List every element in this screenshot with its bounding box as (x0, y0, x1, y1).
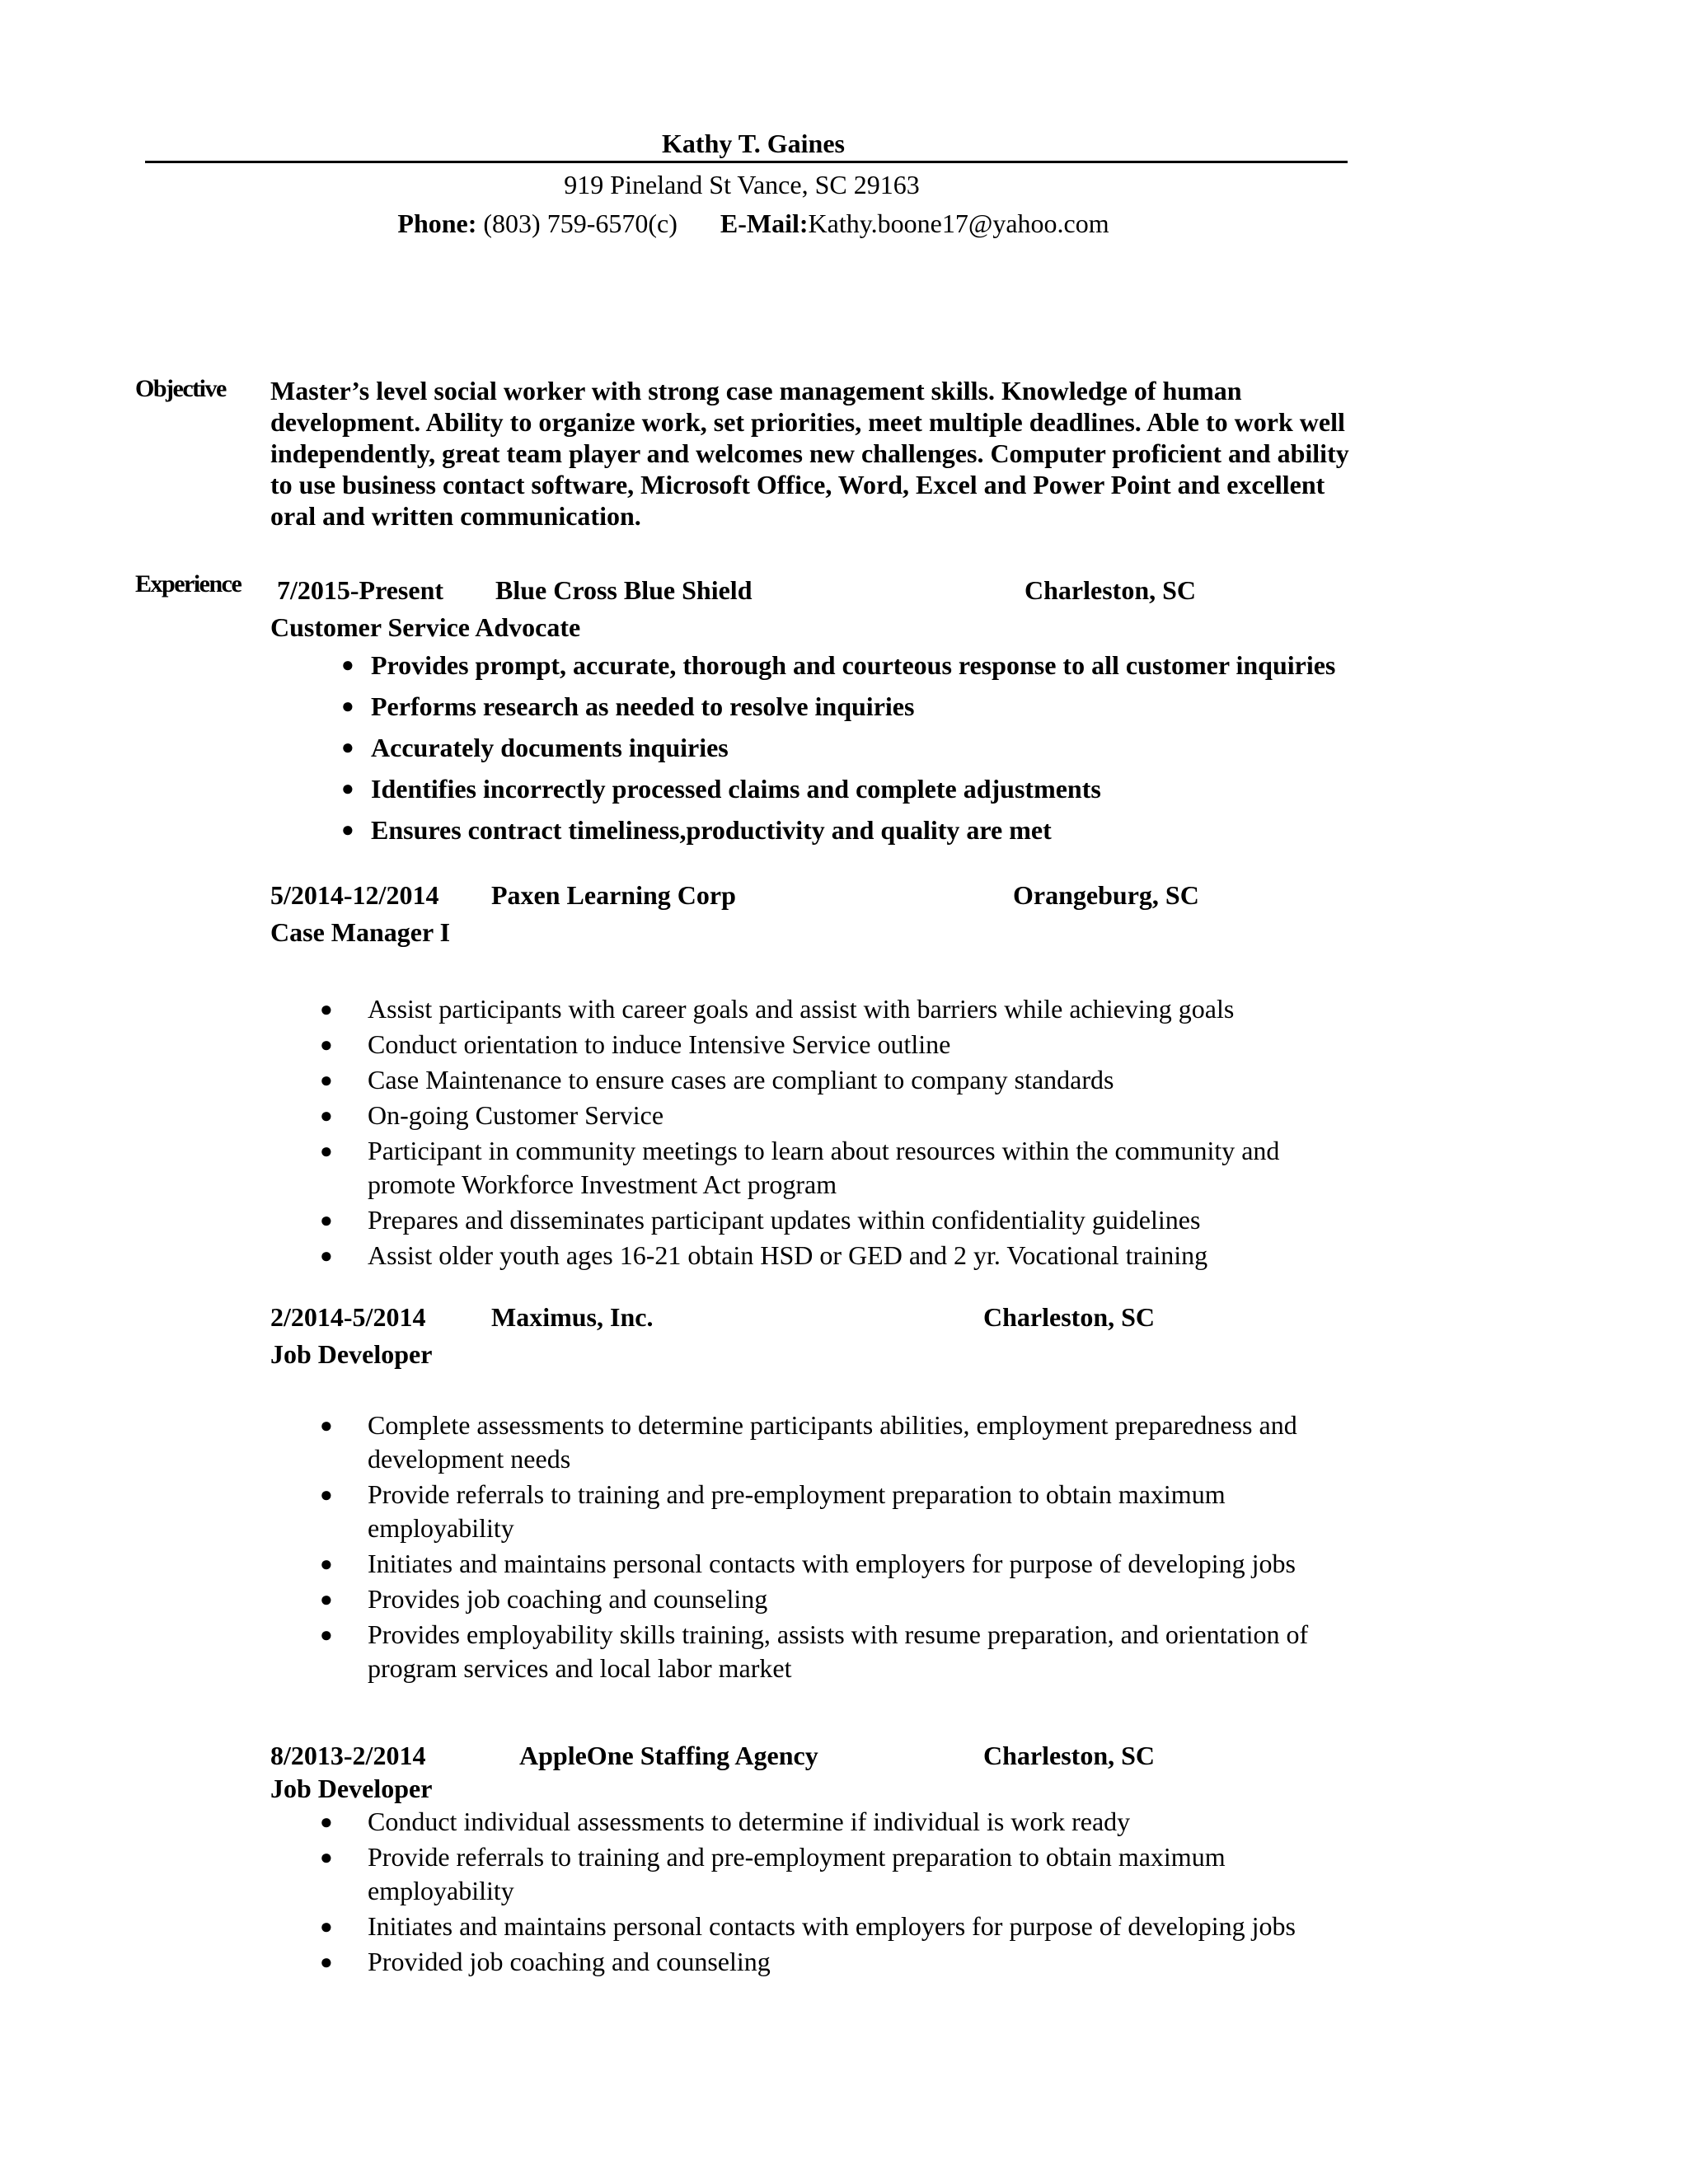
list-item: ● Initiates and maintains personal contacts with employers for purpose of developing jobs (368, 1910, 1439, 1943)
job-title: Job Developer (270, 1774, 433, 1803)
list-item: ● Identifies incorrectly processed claims and complete adjustments (371, 768, 1335, 809)
list-item: ● Provide referrals to training and pre-employment preparation to obtain maximum employability (320, 1842, 1226, 1905)
job-company: Maximus, Inc. (491, 1302, 654, 1332)
list-item: ● Participant in community meetings to learn about resources within the community and promote Workforce Investment Act program (320, 1136, 1280, 1199)
bullet-dot-icon: ● (320, 1483, 333, 1507)
objective-text (270, 375, 1424, 532)
objective-label: Objective (135, 375, 226, 402)
list-item: ● Conduct orientation to induce Intensive Service outline (368, 1028, 1439, 1062)
job-bullets (341, 644, 1336, 851)
bullet-dot-icon: ● (320, 1623, 333, 1647)
job-company: Paxen Learning Corp (491, 880, 736, 910)
bullet-dot-icon: ● (320, 1244, 333, 1268)
job-bullets (320, 1805, 1439, 1980)
job-title: Case Manager I (270, 917, 451, 947)
job-location: Charleston, SC (983, 1302, 1156, 1332)
phone-label: Phone: (397, 209, 477, 238)
job-dates: 7/2015-Present (277, 575, 444, 605)
list-item: ● Performs research as needed to resolve inquiries (371, 686, 1335, 727)
bullet-dot-icon: ● (320, 997, 333, 1021)
job-location: Charleston, SC (1025, 575, 1197, 605)
job-dates: 2/2014-5/2014 (270, 1302, 426, 1332)
job-location: Charleston, SC (983, 1741, 1156, 1770)
job-dates: 8/2013-2/2014 (270, 1741, 426, 1770)
job-company: AppleOne Staffing Agency (519, 1741, 818, 1770)
bullet-dot-icon: ● (341, 653, 354, 677)
bullet-dot-icon: ● (320, 1587, 333, 1611)
bullet-dot-icon: ● (341, 776, 354, 800)
bullet-dot-icon: ● (320, 1552, 333, 1576)
objective-line: Master’s level social worker with strong case management skills. Knowledge of human (270, 376, 1242, 405)
list-item: ● Assist participants with career goals and assist with barriers while achieving goals (368, 992, 1439, 1026)
objective-line: to use business contact software, Microsoft Office, Word, Excel and Power Point and excellent (270, 470, 1325, 499)
bullet-dot-icon: ● (320, 1810, 333, 1834)
bullet-dot-icon: ● (320, 1915, 333, 1938)
bullet-dot-icon: ● (341, 818, 354, 841)
resume-name: Kathy T. Gaines (662, 129, 845, 158)
list-item: ● Provided job coaching and counseling (368, 1945, 1439, 1979)
list-item: ● On-going Customer Service (368, 1099, 1439, 1132)
job-bullets (320, 1408, 1439, 1687)
bullet-dot-icon: ● (320, 1139, 333, 1163)
bullet-dot-icon: ● (320, 1413, 333, 1437)
list-item: ● Complete assessments to determine participants abilities, employment preparedness and development needs (320, 1410, 1297, 1474)
list-item: ● Assist older youth ages 16-21 obtain HSD or GED and 2 yr. Vocational training (368, 1239, 1439, 1272)
header-divider (145, 161, 1348, 163)
list-item: ● Provides employability skills training, assists with resume preparation, and orientation of program services and local labor market (320, 1619, 1309, 1683)
job-location: Orangeburg, SC (1013, 880, 1199, 910)
email-label: E-Mail: (720, 209, 809, 238)
bullet-dot-icon: ● (341, 694, 354, 718)
objective-line: independently, great team player and welcomes new challenges. Computer proficient and ability (270, 438, 1349, 468)
bullet-dot-icon: ● (320, 1845, 333, 1869)
list-item: ● Provides job coaching and counseling (368, 1582, 1439, 1616)
job-bullets (320, 992, 1439, 1274)
list-item: ● Ensures contract timeliness,productivity and quality are met (371, 809, 1335, 851)
list-item: ● Provides prompt, accurate, thorough and courteous response to all customer inquiries (371, 644, 1335, 686)
list-item: ● Case Maintenance to ensure cases are compliant to company standards (368, 1063, 1439, 1097)
bullet-dot-icon: ● (341, 735, 354, 759)
objective-line: oral and written communication. (270, 501, 641, 531)
bullet-dot-icon: ● (320, 1104, 333, 1127)
experience-label: Experience (135, 570, 241, 598)
list-item: ● Initiates and maintains personal contacts with employers for purpose of developing jobs (368, 1547, 1439, 1581)
job-title: Customer Service Advocate (270, 612, 581, 642)
list-item: ● Provide referrals to training and pre-employment preparation to obtain maximum employability (320, 1479, 1226, 1543)
job-title: Job Developer (270, 1339, 433, 1369)
objective-line: development. Ability to organize work, set priorities, meet multiple deadlines. Able to work well (270, 407, 1345, 437)
list-item: ● Prepares and disseminates participant updates within confidentiality guidelines (368, 1203, 1439, 1237)
email-address: Kathy.boone17@yahoo.com (808, 209, 1109, 238)
list-item: ● Conduct individual assessments to determine if individual is work ready (368, 1805, 1439, 1839)
list-item: ● Accurately documents inquiries (371, 727, 1335, 768)
contact-line (0, 209, 1507, 239)
phone-number: (803) 759-6570(c) (476, 209, 678, 238)
address: 919 Pineland St Vance, SC 29163 (564, 170, 920, 199)
job-dates: 5/2014-12/2014 (270, 880, 439, 910)
bullet-dot-icon: ● (320, 1950, 333, 1974)
bullet-dot-icon: ● (320, 1208, 333, 1232)
job-company: Blue Cross Blue Shield (495, 575, 753, 605)
bullet-dot-icon: ● (320, 1068, 333, 1092)
bullet-dot-icon: ● (320, 1033, 333, 1057)
